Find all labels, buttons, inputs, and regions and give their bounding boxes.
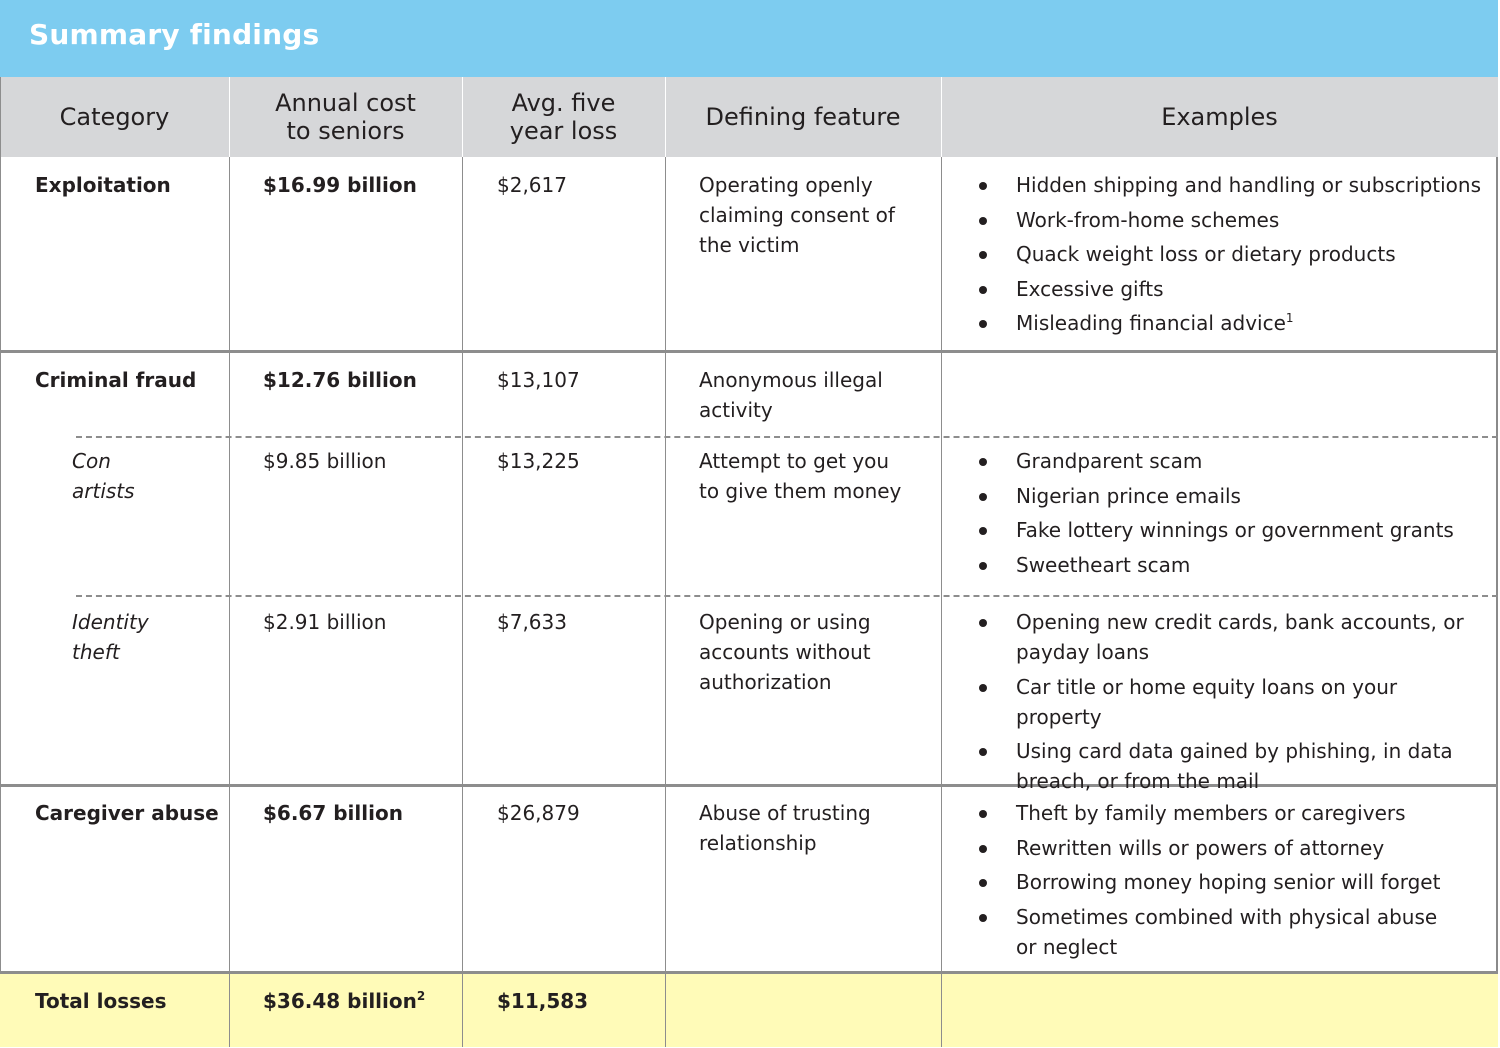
list-item: Theft by family members or caregivers [976, 798, 1456, 828]
subcategory-cell: Con artists [72, 449, 135, 503]
feature-cell: Abuse of trusting relationship [699, 801, 871, 855]
list-item: Grandparent scam [976, 446, 1491, 476]
feature-cell: Anonymous illegal activity [699, 368, 883, 422]
examples-list [976, 798, 1456, 966]
total-label: Total losses [35, 989, 167, 1013]
avg-loss-cell: $13,107 [497, 368, 580, 392]
list-item: Using card data gained by phishing, in data breach, or from the mail [976, 736, 1476, 796]
subrow-divider [76, 436, 1498, 438]
category-cell: Caregiver abuse [35, 801, 219, 825]
header-avg-loss [462, 77, 665, 157]
column-divider [665, 157, 666, 1047]
header-defining-feature-label: Defining feature [705, 103, 901, 131]
header-category-label: Category [59, 103, 170, 131]
total-annual-cost-value: $36.48 billion [263, 989, 417, 1013]
row-divider [0, 971, 1498, 974]
column-divider [0, 77, 1, 1047]
header-examples [941, 77, 1498, 157]
column-divider [941, 157, 942, 1047]
column-divider [462, 157, 463, 1047]
header-row [0, 77, 1498, 157]
avg-loss-cell: $7,633 [497, 610, 567, 634]
list-item: Borrowing money hoping senior will forget [976, 867, 1456, 897]
table-title: Summary findings [29, 18, 320, 51]
total-row [0, 974, 1498, 1047]
list-item-text: Misleading financial advice [1016, 311, 1286, 336]
header-divider [665, 77, 666, 157]
list-item: Sometimes combined with physical abuse or neglect [976, 902, 1456, 962]
category-cell: Criminal fraud [35, 368, 197, 392]
header-divider [229, 77, 230, 157]
header-category [0, 77, 229, 157]
list-item: Fake lottery winnings or government grants [976, 515, 1491, 545]
list-item [976, 308, 1491, 338]
header-avg-loss-label: Avg. five year loss [509, 89, 618, 145]
title-bar [0, 0, 1498, 77]
avg-loss-cell: $2,617 [497, 173, 567, 197]
avg-loss-cell: $26,879 [497, 801, 580, 825]
list-item: Hidden shipping and handling or subscriptions [976, 170, 1491, 200]
annual-cost-cell: $12.76 billion [263, 368, 417, 392]
header-divider [462, 77, 463, 157]
footnote-marker: 1 [1285, 311, 1294, 326]
list-item: Nigerian prince emails [976, 481, 1491, 511]
total-avg-loss: $11,583 [497, 989, 589, 1013]
header-defining-feature [665, 77, 941, 157]
list-item: Car title or home equity loans on your property [976, 672, 1476, 732]
total-annual-cost [263, 986, 425, 1016]
annual-cost-cell: $6.67 billion [263, 801, 403, 825]
header-examples-label: Examples [1161, 103, 1278, 131]
subrow-divider [76, 595, 1498, 597]
list-item: Quack weight loss or dietary products [976, 239, 1491, 269]
avg-loss-cell: $13,225 [497, 449, 580, 473]
annual-cost-cell: $2.91 billion [263, 610, 387, 634]
annual-cost-cell: $16.99 billion [263, 173, 417, 197]
header-annual-cost [229, 77, 462, 157]
feature-cell: Operating openly claiming consent of the victim [699, 173, 895, 257]
feature-cell: Attempt to get you to give them money [699, 449, 902, 503]
examples-list [976, 446, 1491, 584]
list-item: Rewritten wills or powers of attorney [976, 833, 1456, 863]
header-annual-cost-label: Annual cost to seniors [275, 89, 416, 145]
row-divider [0, 350, 1498, 353]
list-item: Work-from-home schemes [976, 205, 1491, 235]
list-item: Excessive gifts [976, 274, 1491, 304]
column-divider [229, 157, 230, 1047]
list-item: Sweetheart scam [976, 550, 1491, 580]
footnote-marker: 2 [416, 989, 426, 1003]
annual-cost-cell: $9.85 billion [263, 449, 387, 473]
subcategory-cell: Identity theft [72, 610, 149, 664]
category-cell: Exploitation [35, 173, 171, 197]
header-divider [941, 77, 942, 157]
examples-list [976, 607, 1476, 801]
list-item: Opening new credit cards, bank accounts, or payday loans [976, 607, 1476, 667]
feature-cell: Opening or using accounts without authorization [699, 610, 871, 694]
examples-list [976, 170, 1491, 343]
